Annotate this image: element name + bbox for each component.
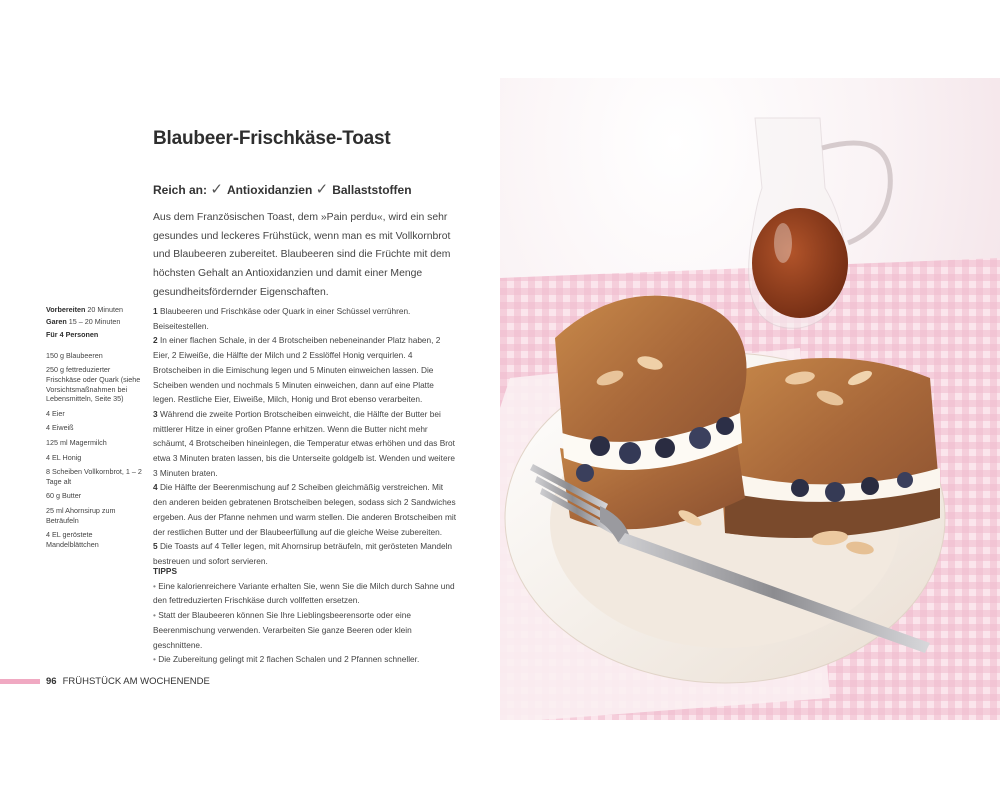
ingredient-list	[46, 351, 146, 550]
ingredient: 25 ml Ahornsirup zum Beträufeln	[46, 506, 116, 525]
ingredient: 250 g fettreduzierter Frischkäse oder Quark (siehe Vorsichtsmaßnahmen bei Lebensmitteln, Seite 35)	[46, 365, 141, 404]
ingredient: 4 EL geröstete Mandelblättchen	[46, 530, 99, 549]
footer-accent-bar	[0, 679, 40, 684]
recipe-steps	[153, 304, 457, 569]
page-number: 96	[46, 676, 57, 687]
tip-text: Eine kalorienreichere Variante erhalten Sie, wenn Sie die Milch durch Sahne und den fettreduzierten Frischkäse durch vollfetten ersetzen.	[153, 580, 455, 606]
page-footer	[46, 676, 210, 687]
servings	[46, 329, 146, 341]
recipe-title: Blaubeer-Frischkäse-Toast	[153, 128, 391, 149]
bullet-icon: •	[153, 654, 156, 665]
recipe-meta	[46, 304, 146, 341]
step	[153, 333, 457, 407]
tip-item	[153, 652, 457, 667]
recipe-sidebar	[46, 304, 146, 554]
rich-in-label: Reich an:	[153, 183, 208, 197]
ingredient: 125 ml Magermilch	[46, 438, 107, 448]
step-text: Die Toasts auf 4 Teller legen, mit Ahornsirup beträufeln, mit gerösteten Mandeln bestreuen und sofort servieren.	[153, 541, 453, 566]
step-text: Die Hälfte der Beerenmischung auf 2 Scheiben gleichmäßig verstreichen. Mit den anderen beiden gebratenen Brotscheiben belegen, sodass sich 2 Sandwiches ergeben. Aus der Pfanne nehmen und warm stellen. Die anderen Brotscheiben mit der restlichen Butter und der Blaubeerfüllung auf die gleiche Weise zubereiten.	[153, 482, 457, 537]
tip-text: Statt der Blaubeeren können Sie Ihre Lieblingsbeerensorte oder eine Beerenmischung verwenden. Verarbeiten Sie ganze Beeren oder klein geschnittene.	[153, 610, 412, 650]
tip-item	[153, 608, 457, 652]
tips-section	[153, 564, 457, 667]
rich-in-item: Antioxidanzien	[226, 183, 313, 197]
prep-label: Vorbereiten	[46, 305, 86, 314]
bullet-icon: •	[153, 610, 156, 621]
step-number: 3	[153, 408, 158, 419]
section-title: FRÜHSTÜCK AM WOCHENENDE	[62, 676, 210, 687]
step-number: 1	[153, 306, 158, 316]
ingredient: 60 g Butter	[46, 491, 82, 501]
ingredient: 4 EL Honig	[46, 452, 82, 462]
bullet-icon: •	[153, 580, 156, 591]
step-number: 4	[153, 482, 158, 493]
prep-time	[46, 304, 146, 316]
step-number: 5	[153, 541, 158, 552]
step-text: Blaubeeren und Frischkäse oder Quark in einer Schüssel verrühren. Beiseitestellen.	[153, 306, 411, 331]
tips-heading: TIPPS	[153, 566, 177, 576]
french-toast-photo	[500, 78, 1000, 720]
step	[153, 304, 457, 333]
rich-in-line	[153, 180, 412, 198]
tip-item	[153, 579, 457, 608]
ingredient: 8 Scheiben Vollkornbrot, 1 – 2 Tage alt	[46, 467, 142, 486]
servings-text: Für 4 Personen	[46, 329, 99, 339]
ingredient: 4 Eier	[46, 408, 65, 418]
prep-value: 20 Minuten	[87, 305, 123, 314]
step-text: In einer flachen Schale, in der 4 Brotscheiben nebeneinander Platz haben, 2 Eier, 2 Eiweiße, die Hälfte der Milch und 2 Esslöffel Honig verquirlen. 4 Brotscheiben in die Eimischung legen und 5 Minuten einweichen lassen. Die Scheiben wenden und nochmals 5 Minuten einweichen, dann auf eine Platte legen. Restliche Eier, Eiweiße, Milch, Honig und Brot ebenso verarbeiten.	[153, 335, 441, 405]
ingredient: 150 g Blaubeeren	[46, 350, 103, 360]
recipe-intro: Aus dem Französischen Toast, dem »Pain perdu«, wird ein sehr gesundes und leckeres Frühstück, wenn man es mit Vollkornbrot und Blaubeeren zubereitet. Blaubeeren sind die Früchte mit dem höchsten Gehalt an Antioxidanzien und damit einer Menge gesundheitsfördernder Eigenschaften.	[153, 212, 451, 298]
cook-label: Garen	[46, 317, 67, 327]
step	[153, 480, 457, 539]
cook-time	[46, 316, 146, 328]
check-icon: ✓	[315, 180, 329, 198]
rich-in-item: Ballaststoffen	[332, 183, 412, 197]
step-text: Während die zweite Portion Brotscheiben einweicht, die Hälfte der Butter bei mittlerer Hitze in einer großen Pfanne erhitzen. Wenn die Butter nicht mehr schäumt, 4 Brotscheiben hineinlegen, die Temperatur etwas erhöhen und das Brot etwa 3 Minuten braten lassen, bis die Unterseite goldgelb ist. Wenden und weitere 3 Minuten braten.	[153, 408, 455, 478]
cook-value: 15 – 20 Minuten	[68, 317, 121, 327]
check-icon: ✓	[210, 180, 223, 198]
step-number: 2	[153, 335, 158, 346]
step	[153, 407, 457, 481]
ingredient: 4 Eiweiß	[46, 423, 74, 433]
tip-text: Die Zubereitung gelingt mit 2 flachen Schalen und 2 Pfannen schneller.	[158, 654, 420, 665]
